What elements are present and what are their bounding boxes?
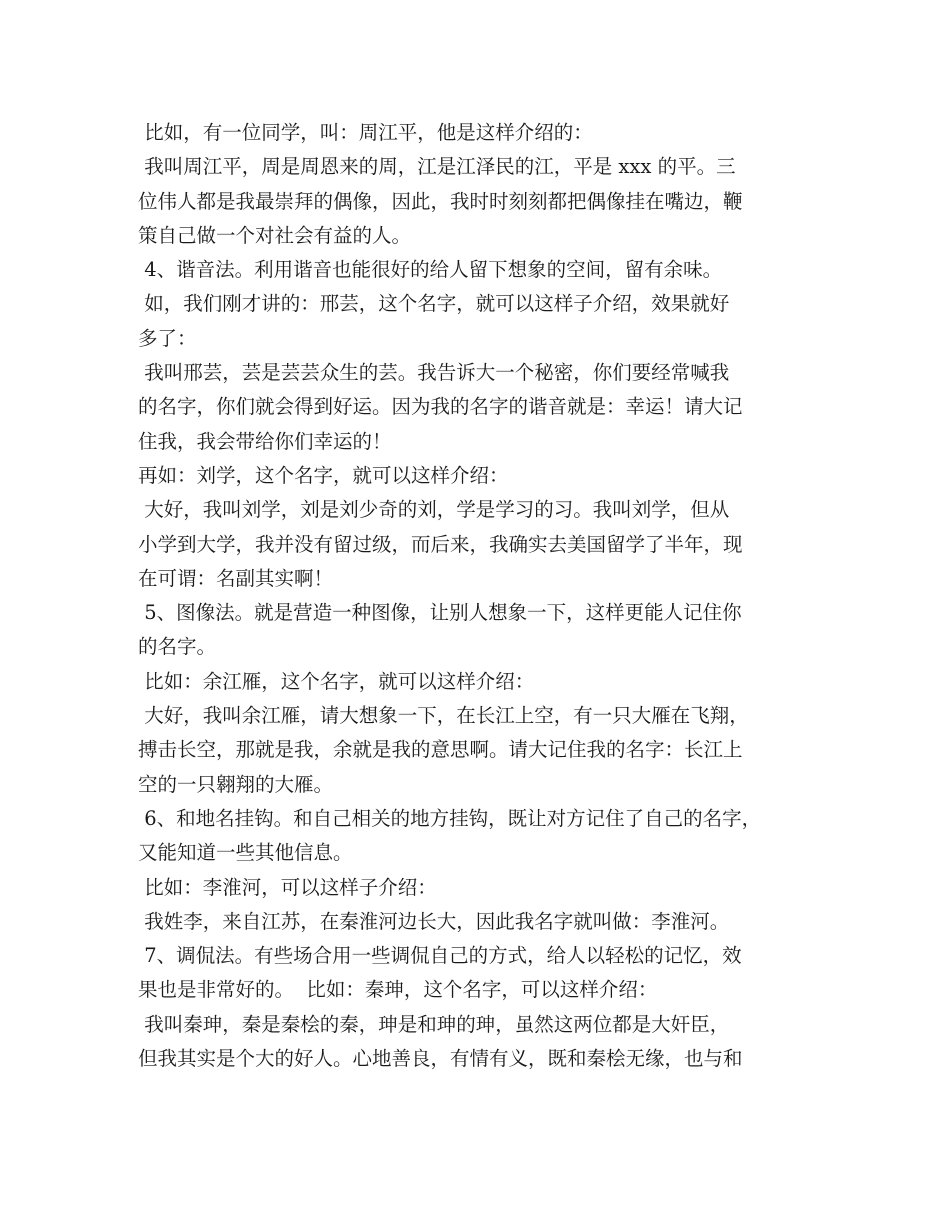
text-line: 住我，我会带给你们幸运的！ — [138, 429, 392, 453]
text-line: 比如：余江雁，这个名字，就可以这样介绍： — [138, 669, 535, 693]
text-line: 4、谐音法。利用谐音也能很好的给人留下想象的空间，留有余味。 — [138, 258, 723, 282]
text-line: 策自己做一个对社会有益的人。 — [138, 223, 412, 247]
text-line: 比如：李淮河，可以这样子介绍： — [138, 875, 437, 899]
text-line: 我姓李，来自江苏，在秦淮河边长大，因此我名字就叫做：李淮河。 — [138, 909, 730, 933]
text-line: 小学到大学，我并没有留过级，而后来，我确实去美国留学了半年，现 — [138, 532, 743, 556]
text-line: 我叫秦珅，秦是秦桧的秦，珅是和珅的珅，虽然这两位都是大奸臣， — [138, 1012, 730, 1036]
text-line: 我叫周江平，周是周恩来的周，江是江泽民的江，平是 xxx 的平。三 — [138, 155, 736, 179]
text-line: 如，我们刚才讲的：邢芸，这个名字，就可以这样子介绍，效果就好 — [138, 292, 730, 316]
text-line: 的名字，你们就会得到好运。因为我的名字的谐音就是：幸运！请大记 — [138, 395, 743, 419]
text-line: 比如，有一位同学，叫：周江平，他是这样介绍的： — [138, 121, 593, 144]
document-body-text — [138, 116, 828, 1076]
text-line: 7、调侃法。有些场合用一些调侃自己的方式，给人以轻松的记忆，效 — [138, 944, 742, 968]
text-line: 我叫邢芸，芸是芸芸众生的芸。我告诉大一个秘密，你们要经常喊我 — [138, 361, 730, 385]
text-line: 又能知道一些其他信息。 — [138, 841, 353, 865]
text-line: 再如：刘学，这个名字，就可以这样介绍： — [138, 463, 509, 487]
text-line: 6、和地名挂钩。和自己相关的地方挂钩，既让对方记住了自己的名字， — [138, 806, 762, 830]
text-line: 大好，我叫刘学，刘是刘少奇的刘，学是学习的习。我叫刘学，但从 — [138, 498, 730, 522]
text-line: 多了： — [138, 326, 197, 350]
text-line: 搏击长空，那就是我，余就是我的意思啊。请大记住我的名字：长江上 — [138, 738, 743, 762]
text-line: 大好，我叫余江雁，请大想象一下，在长江上空，有一只大雁在飞翔， — [138, 704, 749, 728]
text-line: 5、图像法。就是营造一种图像，让别人想象一下，这样更能人记住你 — [138, 601, 742, 625]
text-line: 在可谓：名副其实啊！ — [138, 566, 334, 590]
text-line: 的名字。 — [138, 635, 217, 659]
text-line: 位伟人都是我最崇拜的偶像，因此，我时时刻刻都把偶像挂在嘴边，鞭 — [138, 189, 743, 213]
text-line: 空的一只翱翔的大雁。 — [138, 772, 334, 796]
text-line: 但我其实是个大的好人。心地善良，有情有义，既和秦桧无缘，也与和 — [138, 1047, 743, 1071]
text-line: 果也是非常好的。 比如：秦珅，这个名字，可以这样介绍： — [138, 978, 658, 1002]
